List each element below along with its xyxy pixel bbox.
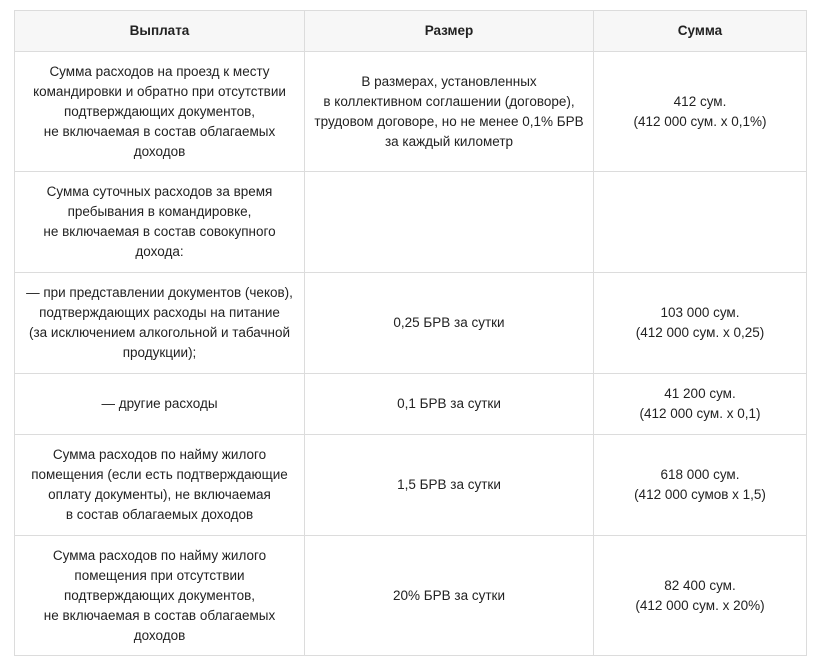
- payment-cell-line: доходов: [133, 627, 186, 643]
- amount-cell-line: 41 200 сум.: [664, 386, 736, 401]
- payment-cell-line: не включаемая в состав облагаемых: [43, 607, 276, 623]
- payment-cell-line: дохода:: [135, 244, 184, 259]
- size-cell-line: в коллективном соглашении (договоре),: [323, 93, 575, 109]
- amount-cell: [594, 52, 807, 172]
- payment-cell-line: помещения (если есть подтверждающие: [31, 467, 288, 482]
- amount-cell-line: (412 000 сум. х 0,25): [635, 325, 765, 340]
- size-cell: [305, 273, 594, 374]
- table-row: [15, 435, 807, 536]
- payment-cell-line: в состав облагаемых доходов: [65, 507, 254, 522]
- amount-cell-line: (412 000 сум. х 0,1%): [633, 113, 767, 129]
- size-cell: [305, 52, 594, 172]
- amount-cell-line: 412 сум.: [673, 93, 727, 109]
- size-cell: [305, 536, 594, 656]
- amount-cell-line: 82 400 сум.: [664, 577, 736, 593]
- payment-cell: [15, 52, 305, 172]
- size-cell-line: В размерах, установленных: [361, 73, 537, 89]
- size-cell-line: 1,5 БРВ за сутки: [397, 477, 501, 492]
- amount-cell: [594, 374, 807, 435]
- size-cell-line: 0,25 БРВ за сутки: [393, 315, 505, 330]
- size-cell-line: трудовом договоре, но не менее 0,1% БРВ: [314, 113, 584, 129]
- payment-cell: [15, 374, 305, 435]
- size-cell: [305, 435, 594, 536]
- payment-cell-line: оплату документы), не включаемая: [48, 487, 271, 502]
- payment-cell-line: командировки и обратно при отсутствии: [33, 83, 286, 99]
- amount-cell: [594, 435, 807, 536]
- payment-cell-line: Сумма расходов по найму жилого: [52, 547, 267, 563]
- table-header-row: [15, 11, 807, 52]
- header-payment: Выплата: [15, 11, 305, 52]
- payment-cell-line: продукции);: [122, 345, 197, 360]
- size-cell: [305, 172, 594, 273]
- size-cell-line: за каждый километр: [384, 133, 514, 149]
- payment-cell-line: подтверждающих документов,: [63, 587, 256, 603]
- payment-cell-line: подтверждающих расходы на питание: [39, 305, 280, 320]
- payment-cell-line: Сумма расходов по найму жилого: [52, 447, 267, 462]
- payment-cell-line: не включаемая в состав совокупного: [43, 224, 276, 239]
- payment-cell-line: подтверждающих документов,: [63, 103, 256, 119]
- payment-cell: [15, 172, 305, 273]
- payment-cell-line: не включаемая в состав облагаемых: [43, 123, 276, 139]
- header-size: Размер: [305, 11, 594, 52]
- amount-cell: [594, 172, 807, 273]
- table-row: [15, 374, 807, 435]
- payment-cell-line: — при представлении документов (чеков),: [26, 285, 293, 300]
- amount-cell-line: 618 000 сум.: [660, 467, 740, 482]
- payment-cell-line: (за исключением алкогольной и табачной: [28, 325, 291, 340]
- amount-cell: [594, 536, 807, 656]
- amount-cell-line: (412 000 сум. х 20%): [635, 597, 765, 613]
- payment-cell-line: Сумма суточных расходов за время: [46, 184, 273, 199]
- payments-table: [14, 10, 807, 656]
- header-amount: Сумма: [594, 11, 807, 52]
- payment-cell-line: пребывания в командировке,: [67, 204, 252, 219]
- size-cell: [305, 374, 594, 435]
- payments-table-container: [14, 10, 806, 656]
- payment-cell: [15, 273, 305, 374]
- table-row: [15, 273, 807, 374]
- payment-cell-line: Сумма расходов на проезд к месту: [49, 63, 270, 79]
- size-cell-line: 20% БРВ за сутки: [393, 587, 505, 603]
- payment-cell-line: доходов: [133, 143, 186, 159]
- amount-cell-line: 103 000 сум.: [660, 305, 740, 320]
- table-row: [15, 536, 807, 656]
- amount-cell-line: (412 000 сумов х 1,5): [634, 487, 766, 502]
- payment-cell: [15, 435, 305, 536]
- size-cell-line: 0,1 БРВ за сутки: [397, 396, 501, 411]
- payment-cell: [15, 536, 305, 656]
- payment-cell-line: помещения при отсутствии: [74, 567, 245, 583]
- payment-cell-line: — другие расходы: [101, 396, 218, 411]
- table-row: [15, 52, 807, 172]
- amount-cell: [594, 273, 807, 374]
- amount-cell-line: (412 000 сум. х 0,1): [639, 406, 761, 421]
- table-row: [15, 172, 807, 273]
